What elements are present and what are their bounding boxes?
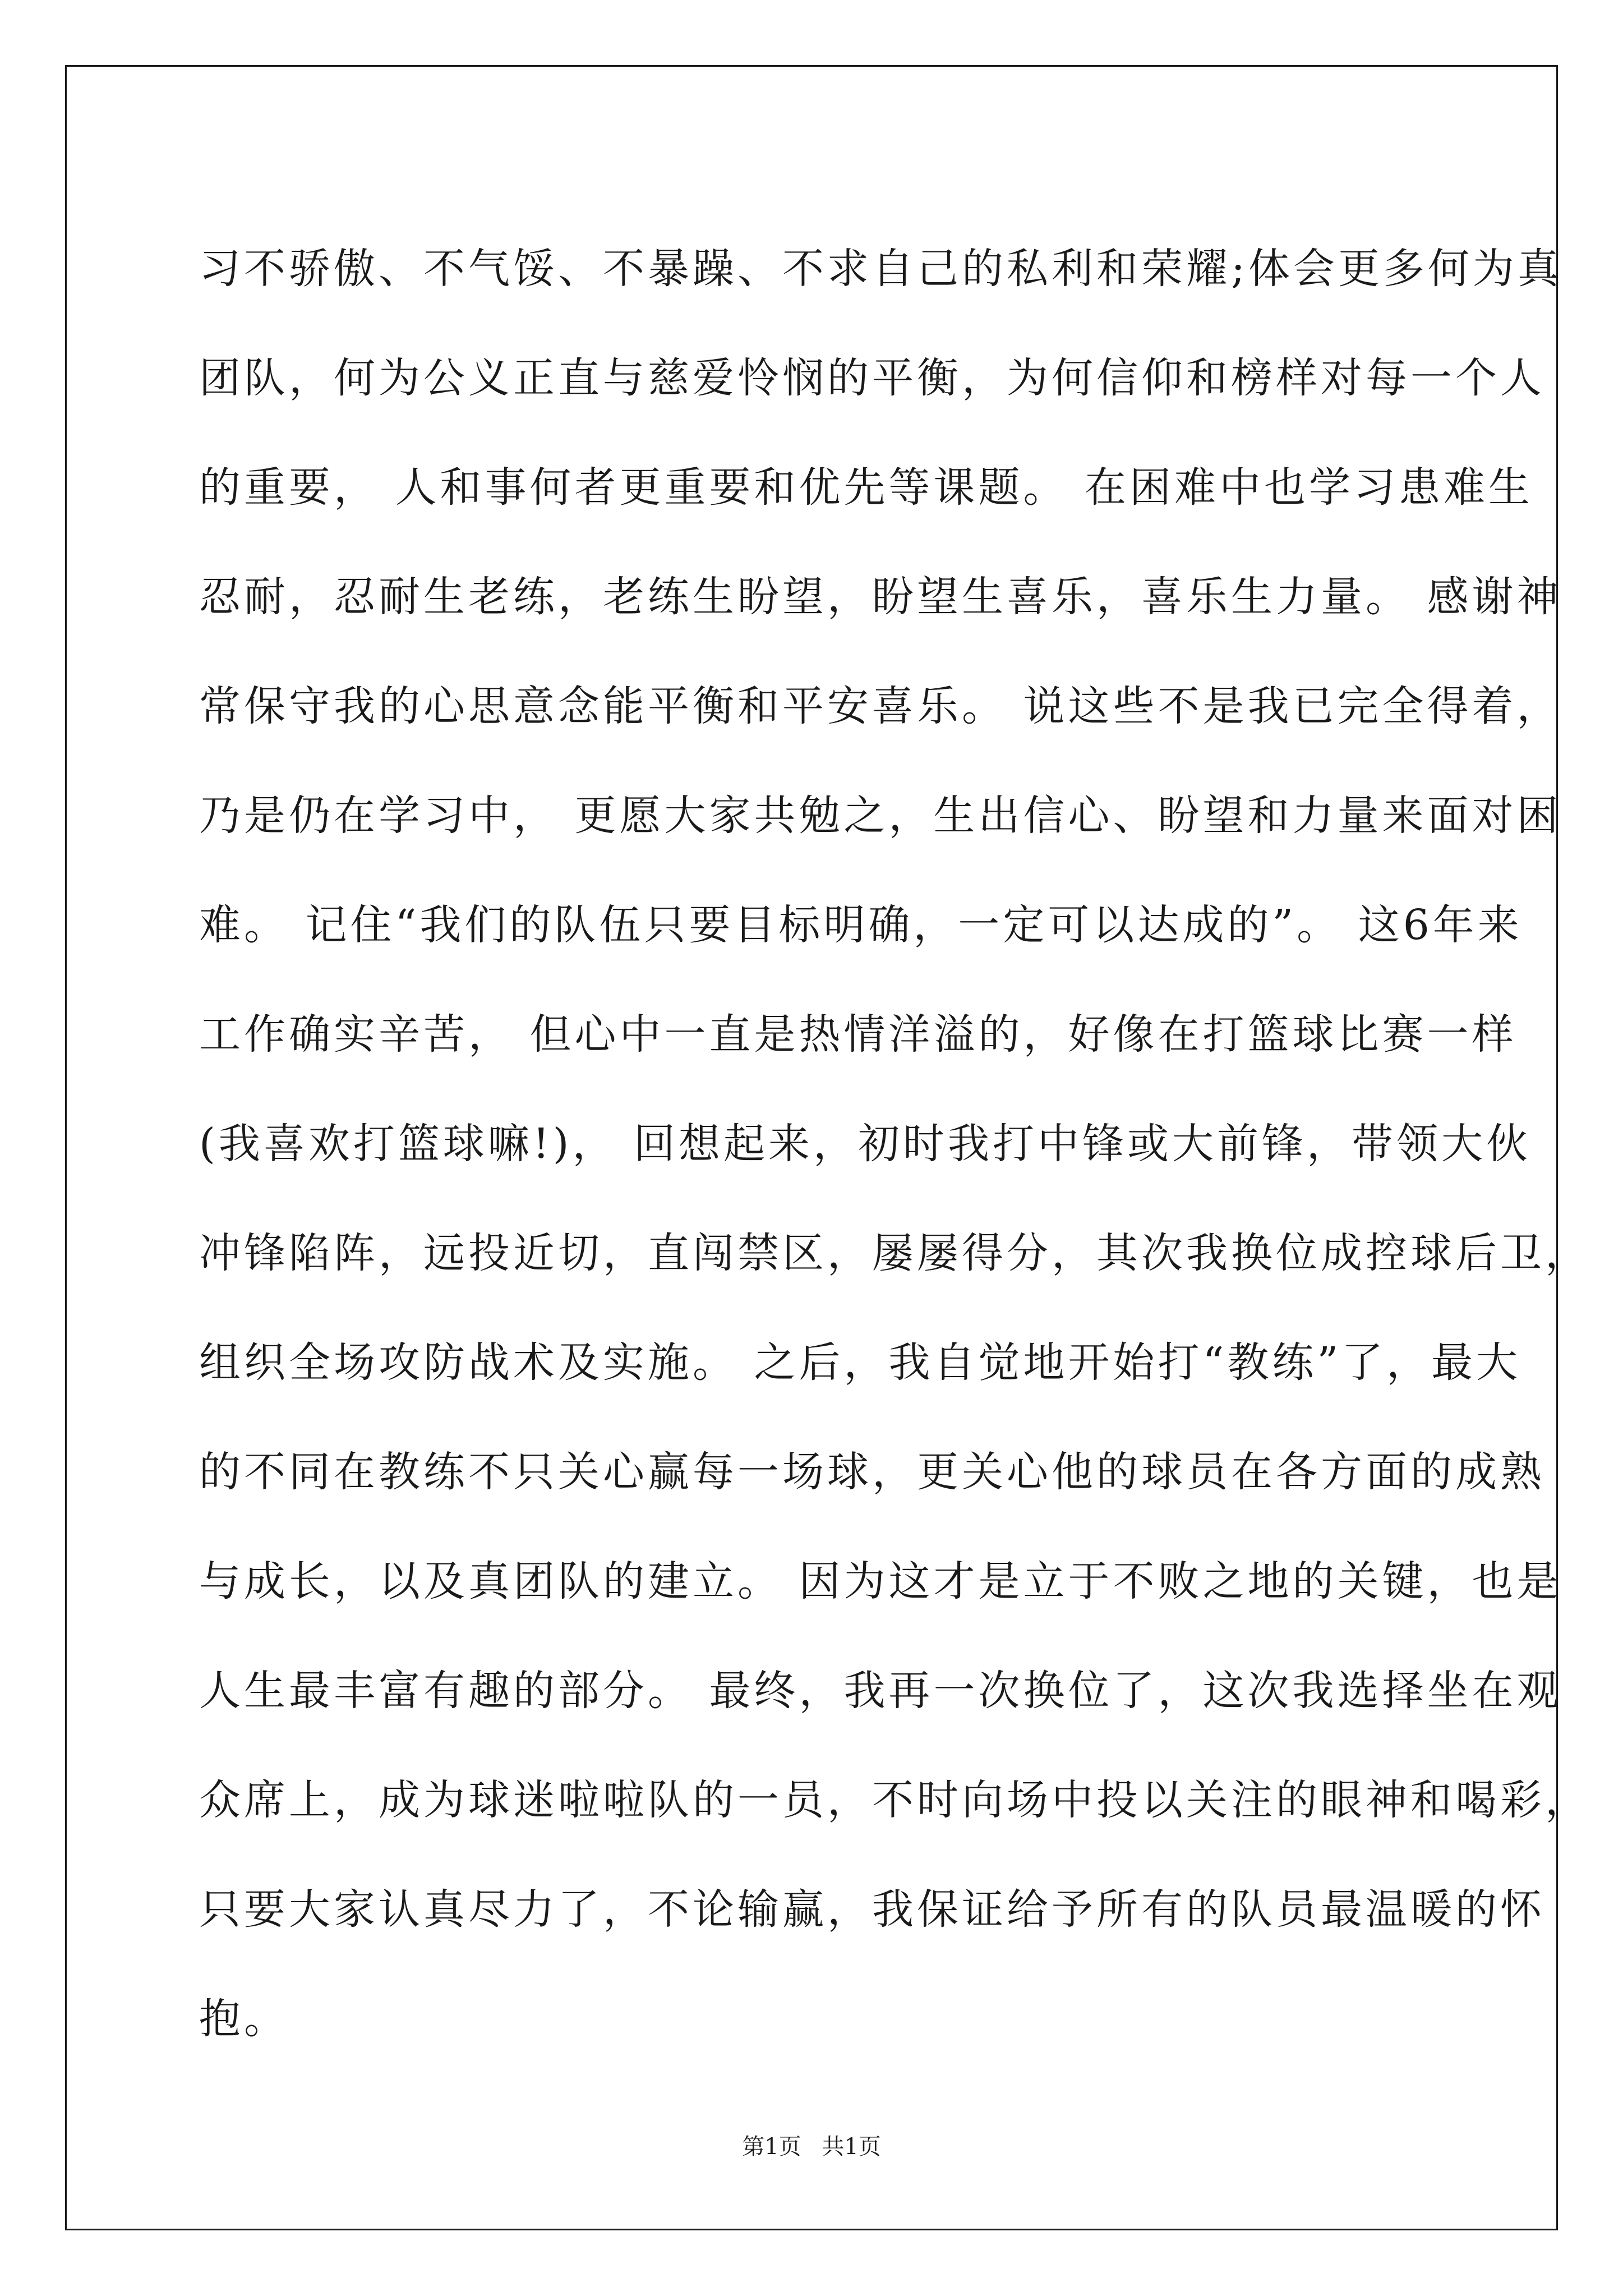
text-line: 乃是仍在学习中， 更愿大家共勉之，生出信心、盼望和力量来面对困 bbox=[199, 792, 1562, 840]
text-line: 常保守我的心思意念能平衡和平安喜乐。 说这些不是我已完全得着， bbox=[199, 682, 1562, 730]
text-line: 难。 记住“我们的队伍只要目标明确，一定可以达成的”。 这6年来 bbox=[199, 901, 1523, 949]
text-line: 工作确实辛苦， 但心中一直是热情洋溢的，好像在打篮球比赛一样 bbox=[199, 1010, 1517, 1059]
text-line: 习不骄傲、不气馁、不暴躁、不求自己的私利和荣耀;体会更多何为真 bbox=[199, 245, 1562, 293]
text-line: 抱。 bbox=[199, 1995, 289, 2043]
text-line: 的重要， 人和事何者更重要和优先等课题。 在困难中也学习患难生 bbox=[199, 463, 1534, 512]
page-footer bbox=[0, 2129, 1623, 2161]
text-line: (我喜欢打篮球嘛!)， 回想起来，初时我打中锋或大前锋，带领大伙 bbox=[199, 1120, 1531, 1168]
text-line: 组织全场攻防战术及实施。 之后，我自觉地开始打“教练”了，最大 bbox=[199, 1338, 1521, 1387]
text-line: 与成长，以及真团队的建立。 因为这才是立于不败之地的关键，也是 bbox=[199, 1557, 1562, 1605]
text-line: 冲锋陷阵，远投近切，直闯禁区，屡屡得分，其次我换位成控球后卫， bbox=[199, 1229, 1590, 1277]
text-line: 人生最丰富有趣的部分。 最终，我再一次换位了，这次我选择坐在观 bbox=[199, 1667, 1562, 1715]
text-line: 团队，何为公义正直与慈爱怜悯的平衡，为何信仰和榜样对每一个人 bbox=[199, 354, 1545, 402]
text-line: 忍耐，忍耐生老练，老练生盼望，盼望生喜乐，喜乐生力量。 感谢神 bbox=[199, 573, 1562, 621]
text-line: 的不同在教练不只关心赢每一场球，更关心他的球员在各方面的成熟 bbox=[199, 1448, 1545, 1496]
page-total: 共1页 bbox=[822, 2134, 881, 2160]
document-body bbox=[199, 214, 1590, 2074]
text-line: 只要大家认真尽力了，不论输赢，我保证给予所有的队员最温暖的怀 bbox=[199, 1885, 1545, 1934]
text-line: 众席上，成为球迷啦啦队的一员，不时向场中投以关注的眼神和喝彩， bbox=[199, 1776, 1590, 1824]
page-number: 第1页 bbox=[742, 2134, 801, 2160]
